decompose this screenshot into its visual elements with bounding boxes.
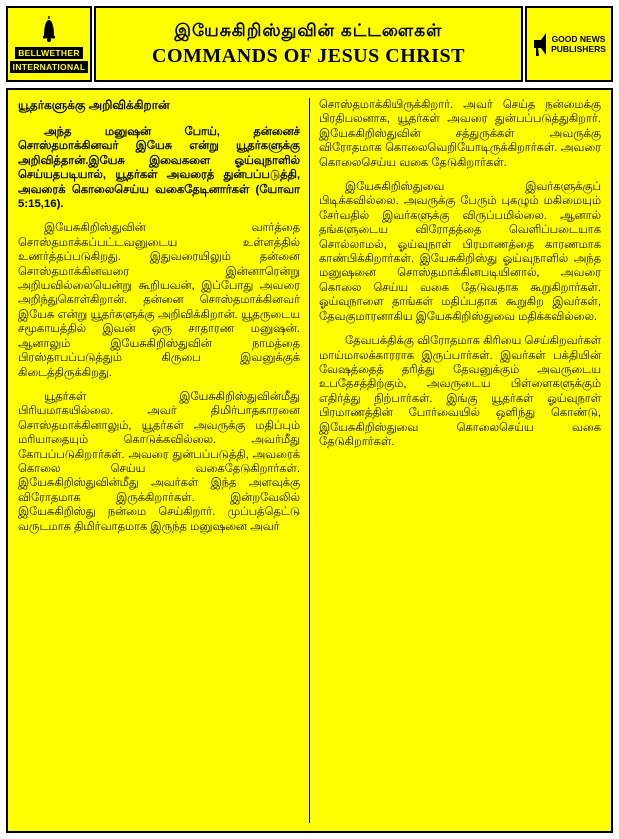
publisher-line1: GOOD NEWS bbox=[551, 33, 606, 44]
megaphone-icon bbox=[532, 29, 548, 59]
page-title-english: COMMANDS OF JESUS CHRIST bbox=[152, 45, 465, 67]
bellwether-line2: INTERNATIONAL bbox=[10, 61, 89, 73]
bell-icon bbox=[41, 14, 57, 44]
publisher-line2: PUBLISHERS bbox=[551, 44, 606, 54]
paragraph: தேவபக்திக்கு விரோதமாக கிரியை செய்கிறவர்கள் மாய்மாலக்காரராக இருப்பார்கள். இவர்கள் பக்தியின் வேஷத்தைத் தரித்து தேவனுக்கும் அவருடைய உபதேசத்திற்கும், அவருடைய பிள்ளைகளுக்கும் எதிர்த்து நிற்பார்கள். இங்கு யூதர்கள் ஓய்வுநாள் பிரமாணத்தின் போர்வையில் ஒளிந்து கொண்டு, இயேசுகிறிஸ்துவை கொலைசெய்ய வகை தேடுகிறார்கள். bbox=[319, 335, 601, 448]
page-header bbox=[6, 6, 613, 82]
paragraph: இயேசுகிறிஸ்துவை இவர்களுக்குப் பிடிக்கவில்லை. அவருக்கு பேரும் புகழும் மகிமையும் சேர்வதில் இவர்களுக்கு விருப்பமில்லை. ஆனால் தங்களுடைய விரோதத்தை வெளிப்படையாக சொல்லாமல், ஓய்வுநாள் பிரமாணத்தை காரணமாக காண்பிக்கிறார்கள். இயேசுகிறிஸ்து ஓய்வுநாளில் அந்த மனுஷனை சொஸ்தமாக்கினபடியினால், அவரை கொலை செய்ய வகை தேடுவதாக கூறுகிறார்கள். ஓய்வுநாளை தாங்கள் மதிப்பதாக கூறுகிற இவர்கள், தேவகுமாரனாகிய இயேசுகிறிஸ்துவை மதிக்கவில்லை. bbox=[319, 181, 601, 323]
left-column bbox=[18, 98, 310, 823]
bellwether-logo bbox=[6, 6, 92, 82]
article-body bbox=[6, 88, 613, 833]
bellwether-line1: BELLWETHER bbox=[15, 47, 83, 59]
title-box bbox=[94, 6, 523, 82]
paragraph: அந்த மனுஷன் போய், தன்னைச் சொஸ்தமாக்கினவர் இயேசு என்று யூதர்களுக்கு அறிவித்தான்.இயேசு இவைகளை ஓய்வுநாளில் செய்யதபடியால், யூதர்கள் அவரைத் துன்பப்படுத்தி, அவரைக் கொலைசெய்ய வகைதேடினார்கள் (யோவா 5:15,16). bbox=[18, 126, 300, 211]
paragraph: இயேசுகிறிஸ்துவின் வார்த்தை சொஸ்தமாக்கப்பட்டவனுடைய உள்ளத்தில் உணர்த்தப்படுகிறது. இதுவரையிலும் தன்னை சொஸ்தமாக்கினவரை இன்னாரென்று அறியவில்லையென்று கூறியவன், இப்போது அவரை அறிந்துகொள்கிறான். தன்னை சொஸ்தமாக்கினவர் இயேசு என்று யூதர்களுக்கு அறிவிக்கிறான். யூதருடைய சமூகாயத்தில் இவன் ஒரு சாதாரண மனுஷன். ஆனாலும் இயேசுகிறிஸ்துவின் நாமத்தை பிரஸ்தாபப்படுத்தும் கிருபை இவனுக்குக் கிடைத்திருக்கிறது. bbox=[18, 222, 300, 379]
paragraph: சொஸ்தமாக்கியிருக்கிறார். அவர் செய்த நன்மைக்கு பிரதிபலனாக, யூதர்கள் அவரை துன்பப்படுத்துகிறார். இயேசுகிறிஸ்துவின் சத்துருக்கள் அவருக்கு விரோதமாக கொலைவெறியோடிருக்கிறார்கள். அவரை கொலைசெய்ய வகை தேடுகிறார்கள். bbox=[319, 99, 601, 169]
section-heading: யூதர்களுக்கு அறிவிக்கிறான் bbox=[18, 98, 170, 112]
page-title-tamil: இயேசுகிறிஸ்துவின் கட்டளைகள் bbox=[174, 21, 443, 40]
good-news-publishers-logo bbox=[525, 6, 613, 82]
right-column bbox=[310, 98, 601, 823]
paragraph: யூதர்கள் இயேசுகிறிஸ்துவின்மீது பிரியமாகயில்லை. அவர் திமிர்பாதகாரனை சொஸ்தமாக்கினாலும், யூதர்கள் அவருக்கு மதிப்பும் மரியாதையும் கொடுக்கவில்லை. அவர்மீது கோபப்படுகிறார்கள். அவரை துன்பப்படுத்தி, அவரைக் கொலை செய்ய வகைதேடுகிறார்கள். இயேசுகிறிஸ்துவின்மீது அவர்கள் இந்த அளவுக்கு விரோதமாக இருக்கிறார்கள். இன்றவேலில் இயேசுகிறிஸ்து நன்மை செய்கிறார். முப்பத்தெட்டு வருடமாக திமிர்வாதமாக இருந்த மனுஷனை அவர் bbox=[18, 390, 300, 533]
